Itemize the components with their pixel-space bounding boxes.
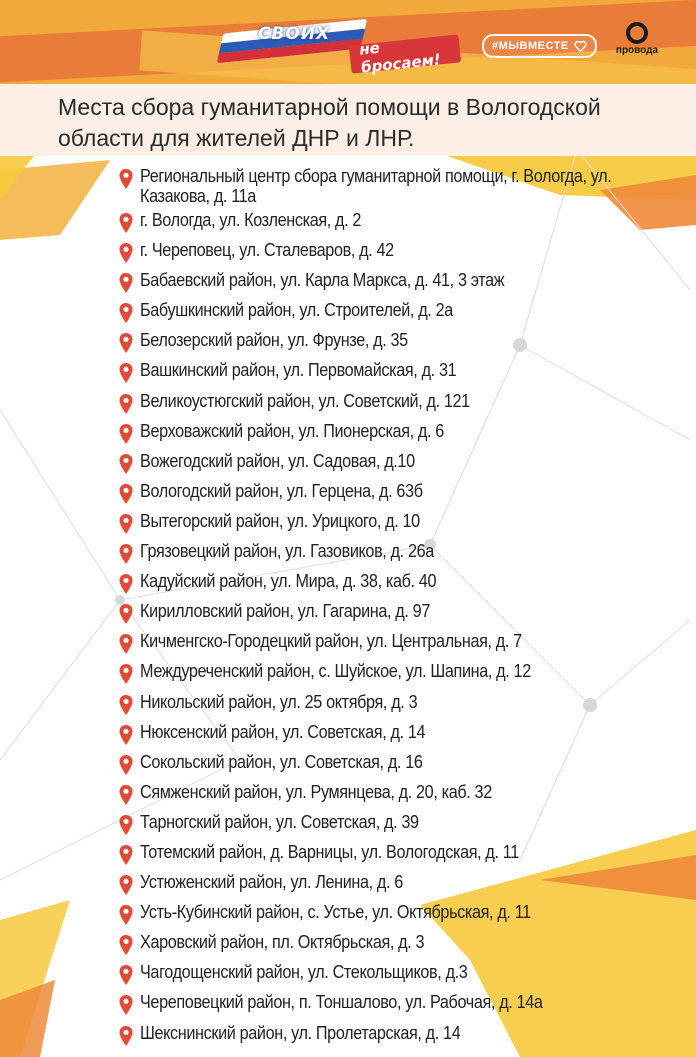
list-item xyxy=(118,210,678,240)
location-address: Междуреченский район, с. Шуйское, ул. Шапина, д. 12 xyxy=(140,661,531,682)
heart-icon xyxy=(574,40,587,53)
page-title: Места сбора гуманитарной помощи в Вологодской области для жителей ДНР и ЛНР. xyxy=(58,94,601,151)
map-pin-icon xyxy=(118,423,134,445)
location-address: Кадуйский район, ул. Мира, д. 38, каб. 40 xyxy=(140,571,437,592)
map-pin-icon xyxy=(118,784,134,806)
map-pin-icon xyxy=(118,242,134,264)
map-pin-icon xyxy=(118,168,134,190)
list-item xyxy=(118,166,678,210)
location-address: Тотемский район, д. Варницы, ул. Вологодская, д. 11 xyxy=(140,841,519,862)
map-pin-icon xyxy=(118,603,134,625)
list-item xyxy=(118,692,678,722)
location-address: Бабушкинский район, ул. Строителей, д. 2а xyxy=(140,300,453,321)
brand-name: провода xyxy=(615,45,659,56)
location-address: Верховажский район, ул. Пионерская, д. 6 xyxy=(140,420,444,441)
header-banner xyxy=(0,0,696,84)
map-pin-icon xyxy=(118,844,134,866)
list-item xyxy=(118,511,678,541)
map-pin-icon xyxy=(118,332,134,354)
map-pin-icon xyxy=(118,483,134,505)
list-item xyxy=(118,481,678,511)
map-pin-icon xyxy=(118,272,134,294)
location-address: Устюженский район, ул. Ленина, д. 6 xyxy=(140,872,403,893)
location-address: Белозерский район, ул. Фрунзе, д. 35 xyxy=(140,330,408,351)
map-pin-icon xyxy=(118,994,134,1016)
list-item xyxy=(118,240,678,270)
list-item xyxy=(118,962,678,992)
location-address: Никольский район, ул. 25 октября, д. 3 xyxy=(140,691,418,712)
map-pin-icon xyxy=(118,362,134,384)
location-address: Тарногский район, ул. Советская, д. 39 xyxy=(140,811,419,832)
location-address: Бабаевский район, ул. Карла Маркса, д. 41, 3 этаж xyxy=(140,270,505,291)
list-item xyxy=(118,360,678,390)
location-address: Сокольский район, ул. Советская, д. 16 xyxy=(140,751,423,772)
list-item xyxy=(118,631,678,661)
map-pin-icon xyxy=(118,814,134,836)
list-item xyxy=(118,300,678,330)
map-pin-icon xyxy=(118,302,134,324)
location-address: Региональный центр сбора гуманитарной помощи, г. Вологда, ул. Казакова, д. 11а xyxy=(140,166,612,206)
campaign-logo-title: СВОИХ xyxy=(258,24,331,44)
location-address: Чагодощенский район, ул. Стекольщиков, д.3 xyxy=(140,962,468,983)
location-address: Вожегодский район, ул. Садовая, д.10 xyxy=(140,450,415,471)
list-item xyxy=(118,661,678,691)
list-item xyxy=(118,541,678,571)
location-address: г. Вологда, ул. Козленская, д. 2 xyxy=(140,210,362,230)
list-item xyxy=(118,872,678,902)
map-pin-icon xyxy=(118,874,134,896)
map-pin-icon xyxy=(118,633,134,655)
list-item xyxy=(118,812,678,842)
map-pin-icon xyxy=(118,513,134,535)
map-pin-icon xyxy=(118,663,134,685)
ring-icon xyxy=(626,22,648,44)
location-address: Грязовецкий район, ул. Газовиков, д. 26а xyxy=(140,541,434,562)
list-item xyxy=(118,782,678,812)
list-item xyxy=(118,902,678,932)
location-address: Сямженский район, ул. Румянцева, д. 20, каб. 32 xyxy=(140,781,492,802)
map-pin-icon xyxy=(118,393,134,415)
location-address: Шекснинский район, ул. Пролетарская, д. 14 xyxy=(140,1022,461,1043)
map-pin-icon xyxy=(118,1025,134,1047)
list-item xyxy=(118,992,678,1022)
location-address: Череповецкий район, п. Тоншалово, ул. Рабочая, д. 14а xyxy=(140,992,543,1013)
location-address: Вологодский район, ул. Герцена, д. 63б xyxy=(140,480,423,501)
list-item xyxy=(118,451,678,481)
location-address: Великоустюгский район, ул. Советский, д. 121 xyxy=(140,390,470,411)
brand-logo xyxy=(612,22,662,56)
map-pin-icon xyxy=(118,934,134,956)
list-item xyxy=(118,722,678,752)
list-item xyxy=(118,842,678,872)
map-pin-icon xyxy=(118,754,134,776)
hashtag-label: #МЫВМЕСТЕ xyxy=(492,40,569,52)
list-item xyxy=(118,752,678,782)
location-address: Вытегорский район, ул. Урицкого, д. 10 xyxy=(140,510,420,531)
list-item xyxy=(118,421,678,451)
map-pin-icon xyxy=(118,904,134,926)
map-pin-icon xyxy=(118,964,134,986)
list-item xyxy=(118,270,678,300)
location-address: Нюксенский район, ул. Советская, д. 14 xyxy=(140,721,426,742)
location-address: Харовский район, пл. Октябрьская, д. 3 xyxy=(140,932,425,953)
campaign-logo-subtitle: не бросаем! xyxy=(358,38,442,77)
list-item xyxy=(118,1023,678,1053)
map-pin-icon xyxy=(118,573,134,595)
location-address: г. Череповец, ул. Сталеваров, д. 42 xyxy=(140,240,394,261)
list-item xyxy=(118,330,678,360)
hashtag-badge xyxy=(482,34,597,58)
list-item xyxy=(118,932,678,962)
list-item xyxy=(118,601,678,631)
map-pin-icon xyxy=(118,212,134,234)
location-address: Кичменгско-Городецкий район, ул. Центральная, д. 7 xyxy=(140,631,522,652)
locations-list xyxy=(118,166,678,1053)
map-pin-icon xyxy=(118,543,134,565)
location-address: Кирилловский район, ул. Гагарина, д. 97 xyxy=(140,601,430,622)
location-address: Усть-Кубинский район, с. Устье, ул. Октябрьская, д. 11 xyxy=(140,902,531,923)
list-item xyxy=(118,571,678,601)
campaign-logo-tag xyxy=(349,34,461,77)
campaign-logo xyxy=(222,14,460,76)
list-item xyxy=(118,391,678,421)
map-pin-icon xyxy=(118,453,134,475)
map-pin-icon xyxy=(118,694,134,716)
location-address: Вашкинский район, ул. Первомайская, д. 31 xyxy=(140,360,457,381)
map-pin-icon xyxy=(118,724,134,746)
